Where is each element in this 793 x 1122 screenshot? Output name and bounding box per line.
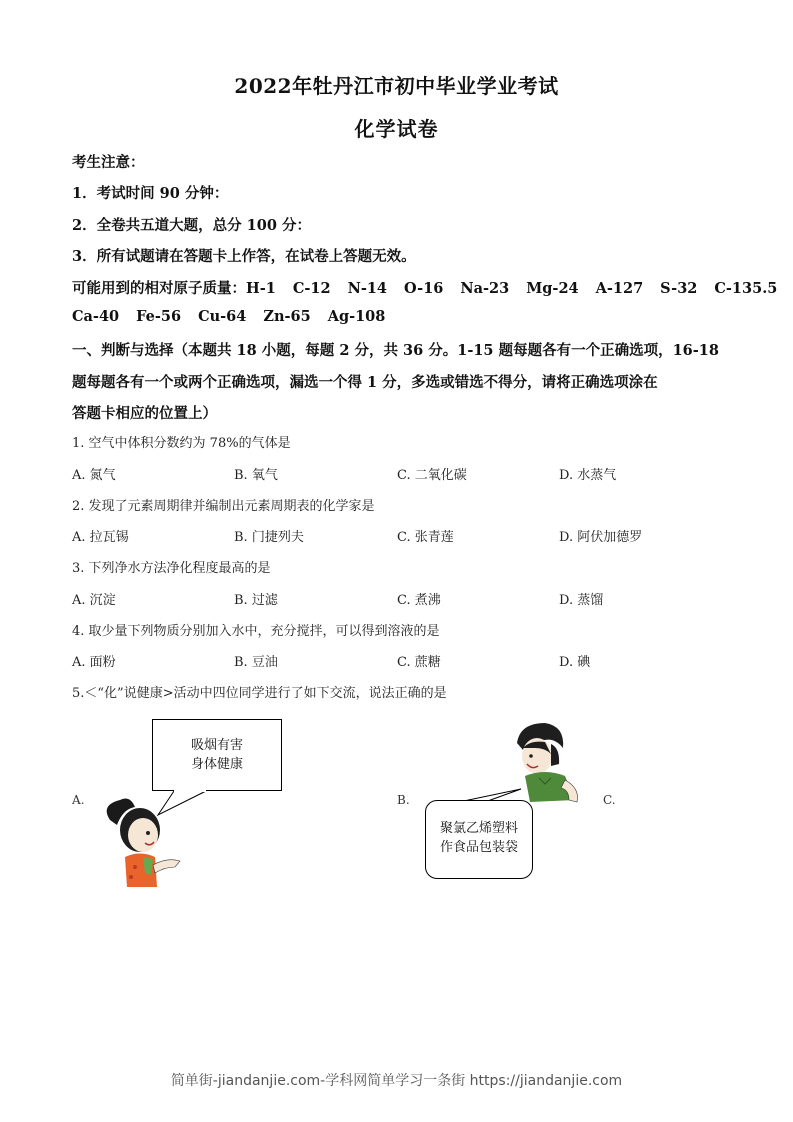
bubble-a-line-1: 吸烟有害 (190, 738, 243, 753)
mass-item: A-127 (595, 280, 644, 297)
girl-cartoon-icon (95, 795, 190, 890)
mass-item: H-1 (246, 280, 276, 297)
footer-watermark: 简单街-jiandanjie.com-学科网简单学习一条街 https://jiandanjie.com (170, 1073, 623, 1089)
figure-label-a: A. (72, 793, 85, 807)
atomic-masses-row-1 (72, 277, 793, 298)
question-2-option-c: C. 张青莲 (397, 530, 454, 545)
mass-item: Ag-108 (327, 308, 386, 325)
notice-heading: 考生注意： (72, 154, 145, 171)
question-3-option-d: D. 蒸馏 (559, 593, 604, 608)
bubble-b-line-2: 作食品包装袋 (439, 840, 518, 855)
atomic-masses-label: 可能用到的相对原子质量： (72, 280, 246, 297)
question-4-option-a: A. 面粉 (72, 655, 116, 670)
notice-item-1: 1．考试时间 90 分钟： (72, 185, 229, 202)
question-2-option-d: D. 阿伏加德罗 (559, 530, 643, 545)
exam-subtitle: 化学试卷 (354, 117, 439, 141)
bubble-b-line-1: 聚氯乙烯塑料 (439, 821, 518, 836)
notice-item-3: 3．所有试题请在答题卡上作答，在试卷上答题无效。 (72, 248, 416, 265)
mass-item: Na-23 (460, 280, 510, 297)
question-2-option-a: A. 拉瓦锡 (72, 530, 129, 545)
mass-item: Ca-40 (72, 308, 120, 325)
exam-title: 2022年牡丹江市初中毕业学业考试 (234, 74, 559, 98)
question-4-option-d: D. 碘 (559, 655, 591, 670)
question-1-option-c: C. 二氧化碳 (397, 468, 467, 483)
mass-item: Cu-64 (198, 308, 247, 325)
question-4-option-b: B. 豆油 (234, 655, 278, 670)
mass-item: Zn-65 (263, 308, 311, 325)
question-3-option-b: B. 过滤 (234, 593, 278, 608)
section-1-instructions-line-3: 答题卡相应的位置上） (72, 405, 217, 422)
mass-item: C-12 (292, 280, 331, 297)
mass-item: S-32 (660, 280, 698, 297)
question-3-option-c: C. 煮沸 (397, 593, 441, 608)
figure-label-b: B. (397, 793, 410, 807)
mass-item: Mg-24 (526, 280, 579, 297)
mass-item: N-14 (347, 280, 388, 297)
question-1-option-a: A. 氮气 (72, 468, 116, 483)
question-4-stem: 4. 取少量下列物质分别加入水中，充分搅拌，可以得到溶液的是 (72, 624, 440, 639)
question-2-stem: 2. 发现了元素周期律并编制出元素周期表的化学家是 (72, 499, 375, 514)
question-5-stem: 5.＜“化”说健康>活动中四位同学进行了如下交流，说法正确的是 (72, 686, 447, 701)
question-1-option-b: B. 氧气 (234, 468, 278, 483)
question-4-option-c: C. 蔗糖 (397, 655, 441, 670)
atomic-masses-row-2 (72, 308, 402, 325)
section-1-instructions-line-1: 一、判断与选择（本题共 18 小题，每题 2 分，共 36 分。1-15 题每题各有一个正确选项，16-18 (72, 342, 719, 359)
bubble-a-line-2: 身体健康 (190, 757, 243, 772)
question-1-option-d: D. 水蒸气 (559, 468, 617, 483)
speech-bubble-a (152, 719, 282, 791)
figure-label-c: C. (603, 793, 616, 807)
question-2-option-b: B. 门捷列夫 (234, 530, 304, 545)
section-1-instructions-line-2: 题每题各有一个或两个正确选项，漏选一个得 1 分，多选或错选不得分，请将正确选项涂在 (72, 374, 658, 391)
notice-item-2: 2．全卷共五道大题，总分 100 分： (72, 217, 311, 234)
question-3-stem: 3. 下列净水方法净化程度最高的是 (72, 561, 271, 576)
mass-item: O-16 (404, 280, 444, 297)
question-3-option-a: A. 沉淀 (72, 593, 116, 608)
speech-bubble-b (425, 800, 533, 879)
question-1-stem: 1. 空气中体积分数约为 78%的气体是 (72, 436, 291, 451)
mass-item: Fe-56 (136, 308, 182, 325)
mass-item: C-135.5 (714, 280, 778, 297)
